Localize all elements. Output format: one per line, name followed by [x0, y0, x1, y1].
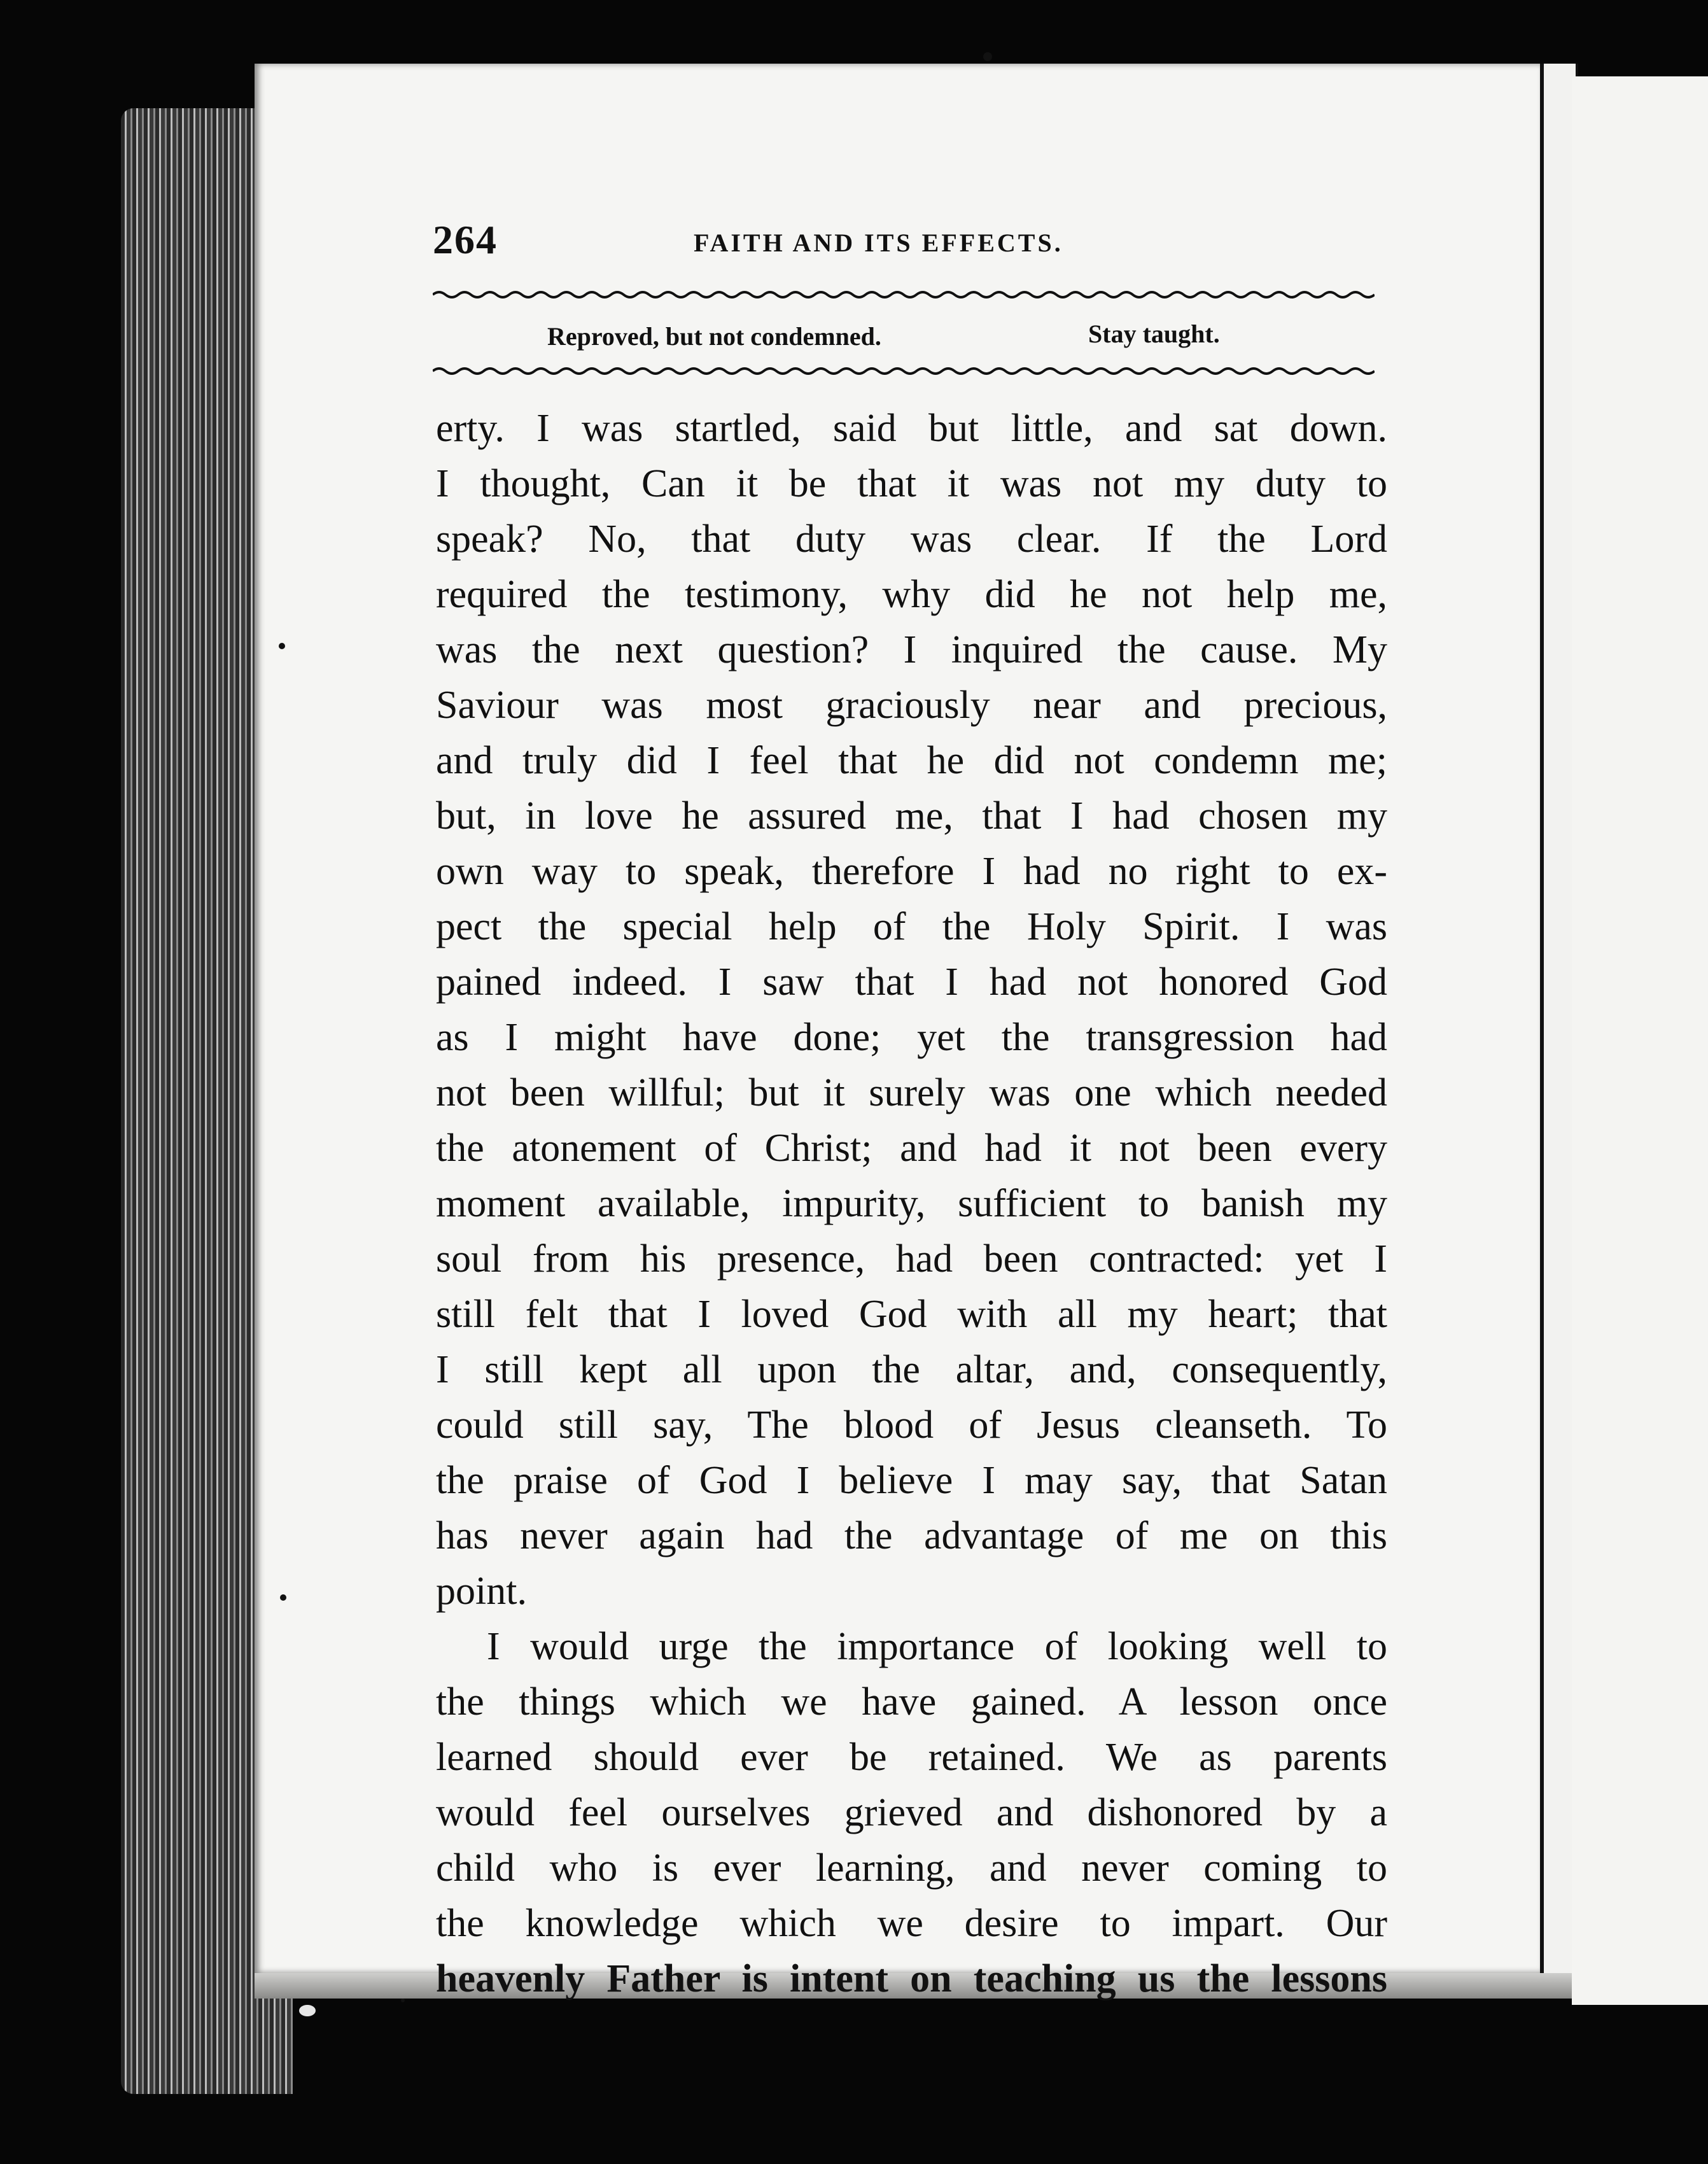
print-speck [299, 2005, 316, 2016]
print-speck [401, 1999, 405, 2002]
running-title: FAITH AND ITS EFFECTS. [694, 228, 1063, 257]
text-line: I would urge the importance of looking well to [487, 1625, 1387, 1668]
facing-page [1572, 76, 1708, 2005]
text-line: the knowledge which we desire to impart. Our [436, 1902, 1387, 1945]
text-line: the things which we have gained. A lesson once [436, 1680, 1387, 1724]
text-line: heavenly Father is intent on teaching us the lessons [436, 1957, 1387, 2000]
text-line: learned should ever be retained. We as parents [436, 1736, 1387, 1779]
text-line: not been willful; but it surely was one which needed [436, 1071, 1387, 1114]
text-line: child who is ever learning, and never coming to [436, 1846, 1387, 1890]
text-line: has never again had the advantage of me on this [436, 1514, 1387, 1557]
sidenote-left: Reproved, but not condemned. [547, 322, 881, 351]
text-line: soul from his presence, had been contracted: yet I [436, 1237, 1387, 1281]
text-line: as I might have done; yet the transgression had [436, 1016, 1387, 1059]
text-line: but, in love he assured me, that I had chosen my [436, 794, 1387, 838]
wavy-rule-top [433, 290, 1375, 300]
text-line: and truly did I feel that he did not condemn me; [436, 739, 1387, 782]
text-line: was the next question? I inquired the cause. My [436, 628, 1387, 671]
sidenote-right: Stay taught. [1088, 320, 1220, 348]
text-line: I still kept all upon the altar, and, consequently, [436, 1348, 1387, 1391]
wavy-rule-bottom [433, 366, 1375, 376]
paragraph-1 [436, 401, 1387, 1619]
page-number: 264 [433, 217, 498, 262]
text-line: speak? No, that duty was clear. If the Lord [436, 517, 1387, 561]
text-line: moment available, impurity, sufficient to banish my [436, 1182, 1387, 1225]
print-speck [280, 1594, 286, 1601]
text-line: point. [436, 1570, 527, 1613]
body-text [436, 401, 1387, 2007]
text-line: could still say, The blood of Jesus cleanseth. To [436, 1403, 1387, 1447]
text-line: still felt that I loved God with all my heart; that [436, 1293, 1387, 1336]
running-head [433, 216, 1375, 267]
text-line: required the testimony, why did he not help me, [436, 573, 1387, 616]
text-line: would feel ourselves grieved and dishonored by a [436, 1791, 1387, 1834]
text-line: I thought, Can it be that it was not my duty to [436, 462, 1387, 505]
print-speck [983, 52, 992, 61]
print-speck [279, 643, 285, 649]
marginal-notes [547, 321, 1311, 360]
text-line: the praise of God I believe I may say, that Satan [436, 1459, 1387, 1502]
text-line: own way to speak, therefore I had no right to ex- [436, 850, 1387, 893]
text-line: pect the special help of the Holy Spirit. I was [436, 905, 1387, 948]
paragraph-2 [436, 1619, 1387, 2007]
text-line: pained indeed. I saw that I had not honored God [436, 960, 1387, 1004]
text-line: erty. I was startled, said but little, and sat down. [436, 407, 1387, 450]
text-line: Saviour was most graciously near and precious, [436, 684, 1387, 727]
text-line: the atonement of Christ; and had it not been every [436, 1127, 1387, 1170]
